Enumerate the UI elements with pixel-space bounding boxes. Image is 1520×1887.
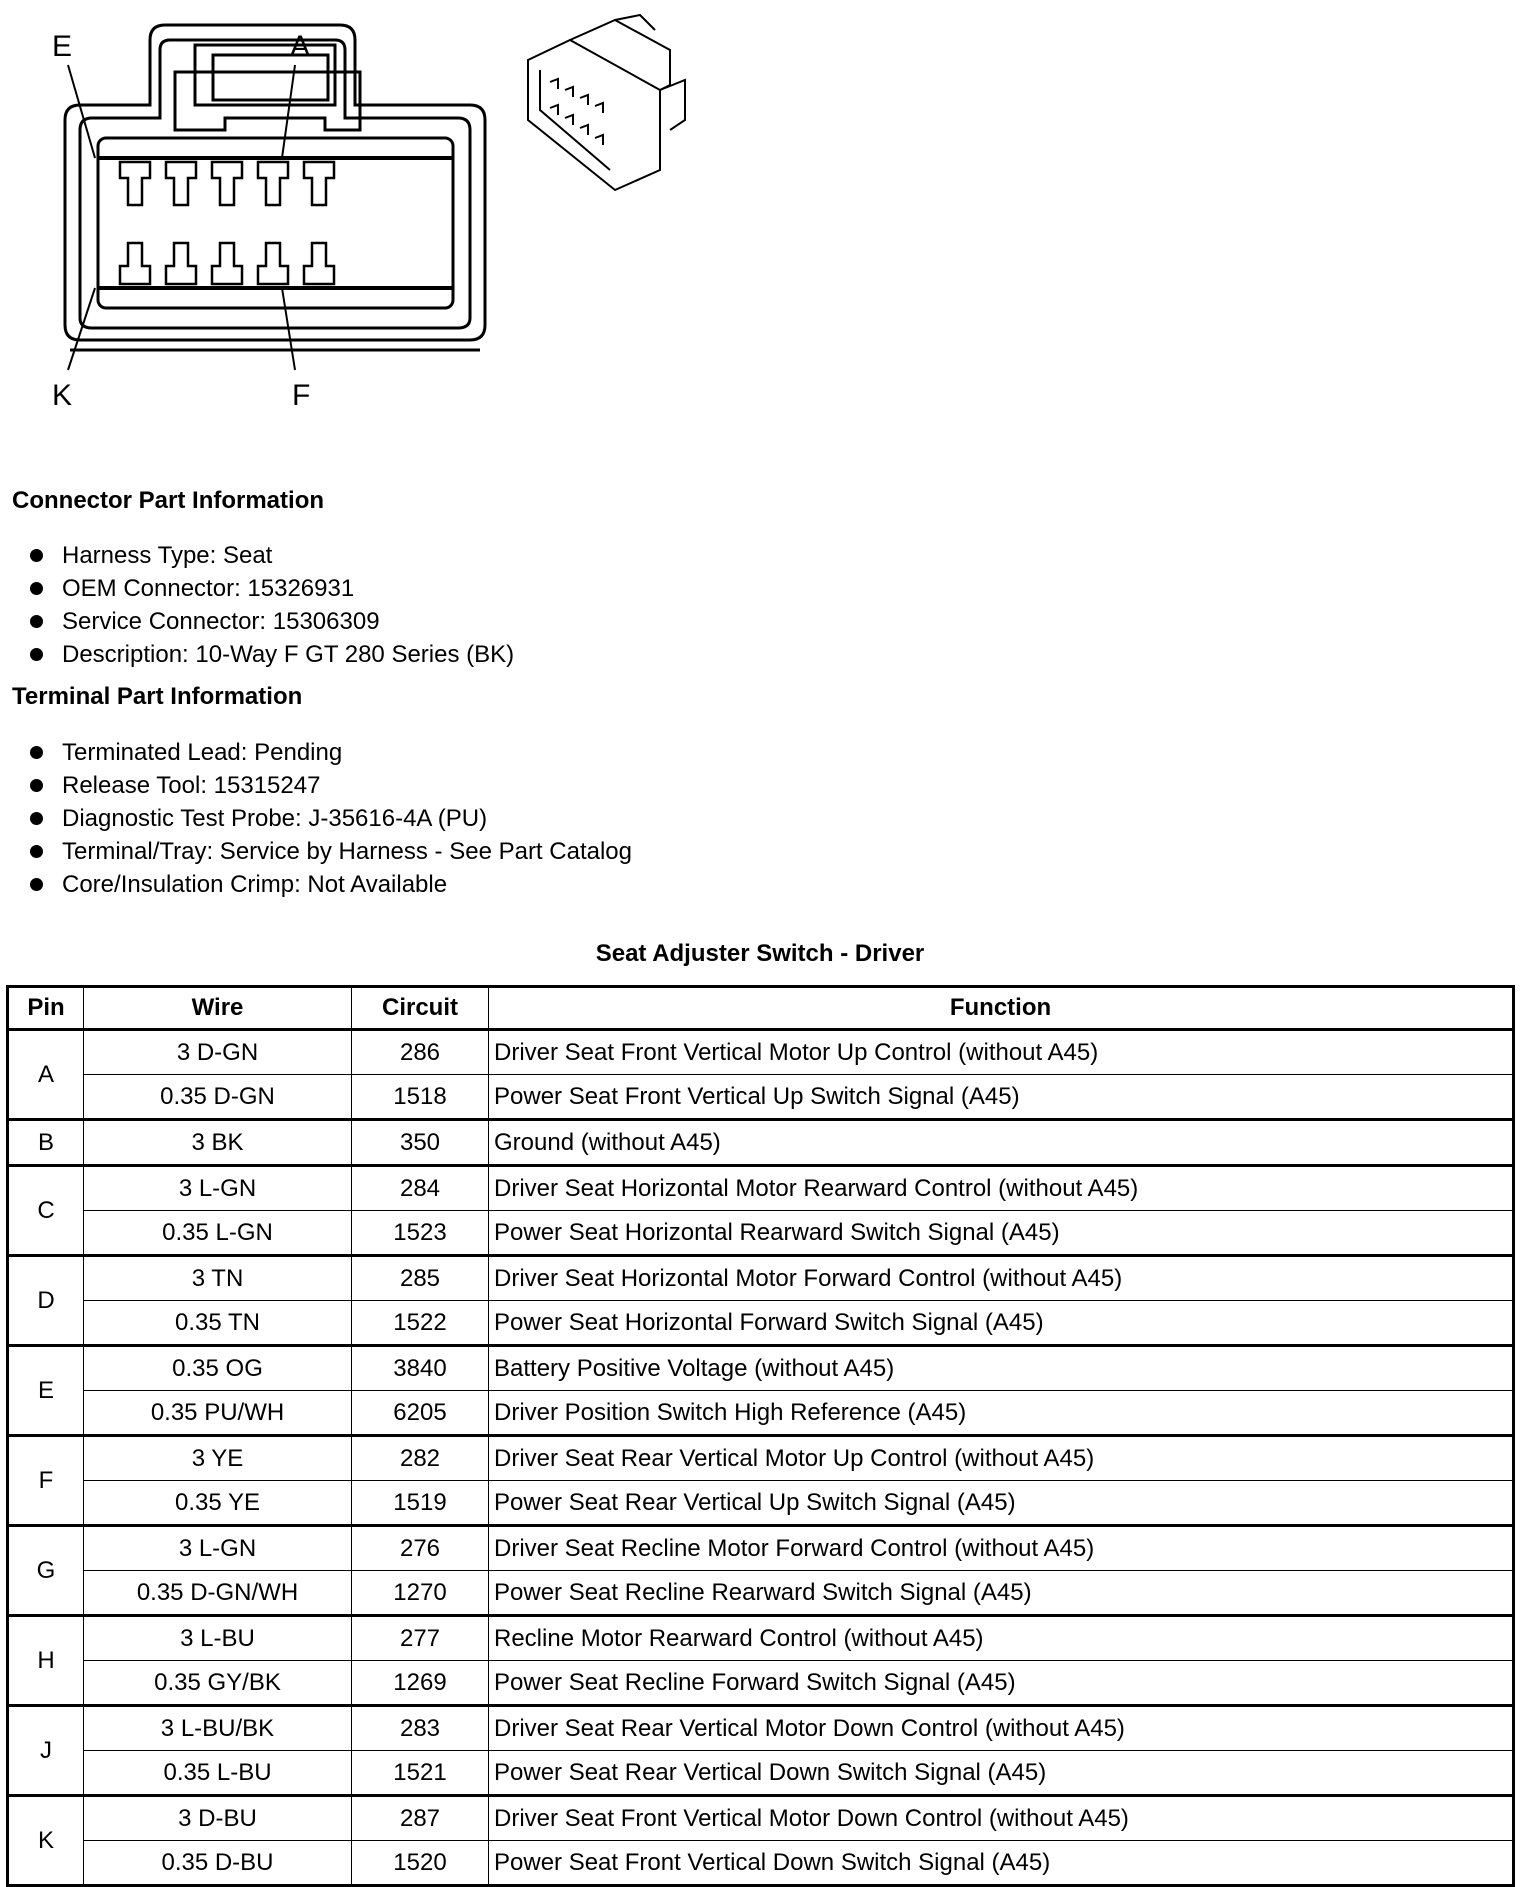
function-cell: Ground (without A45) xyxy=(489,1120,1514,1166)
connector-info-heading: Connector Part Information xyxy=(12,487,325,514)
pin-label-a: A xyxy=(290,30,311,63)
circuit-cell: 1520 xyxy=(352,1841,489,1886)
wire-cell: 0.35 L-BU xyxy=(84,1751,352,1796)
list-item xyxy=(28,572,514,605)
table-row xyxy=(8,1526,1514,1571)
header-function: Function xyxy=(489,987,1514,1030)
pin-cell: G xyxy=(8,1526,84,1616)
list-item-text: Terminated Lead: Pending xyxy=(62,739,343,766)
wire-cell: 3 L-GN xyxy=(84,1526,352,1571)
list-item-text: Description: 10-Way F GT 280 Series (BK) xyxy=(62,641,515,668)
wire-cell: 3 BK xyxy=(84,1120,352,1166)
function-cell: Driver Seat Horizontal Motor Forward Control (without A45) xyxy=(489,1256,1514,1301)
bullet-icon xyxy=(30,549,43,562)
connector-face-diagram xyxy=(0,0,760,440)
list-item xyxy=(28,769,632,802)
wire-cell: 0.35 TN xyxy=(84,1301,352,1346)
table-row xyxy=(8,1481,1514,1526)
circuit-cell: 1270 xyxy=(352,1571,489,1616)
list-item xyxy=(28,638,514,671)
wire-cell: 3 TN xyxy=(84,1256,352,1301)
list-item-text: Release Tool: 15315247 xyxy=(62,772,321,799)
function-cell: Power Seat Rear Vertical Down Switch Signal (A45) xyxy=(489,1751,1514,1796)
circuit-cell: 276 xyxy=(352,1526,489,1571)
header-pin: Pin xyxy=(8,987,84,1030)
table-row xyxy=(8,1075,1514,1120)
bullet-icon xyxy=(30,746,43,759)
bullet-icon xyxy=(30,812,43,825)
wire-cell: 0.35 D-BU xyxy=(84,1841,352,1886)
table-row xyxy=(8,1571,1514,1616)
function-cell: Recline Motor Rearward Control (without A45) xyxy=(489,1616,1514,1661)
connector-3d-view xyxy=(528,15,685,190)
table-row xyxy=(8,1301,1514,1346)
function-cell: Power Seat Horizontal Forward Switch Signal (A45) xyxy=(489,1301,1514,1346)
leader-lines xyxy=(68,65,295,370)
list-item xyxy=(28,605,514,638)
wire-cell: 0.35 L-GN xyxy=(84,1211,352,1256)
function-cell: Power Seat Rear Vertical Up Switch Signal (A45) xyxy=(489,1481,1514,1526)
circuit-cell: 1521 xyxy=(352,1751,489,1796)
circuit-cell: 1519 xyxy=(352,1481,489,1526)
circuit-cell: 1523 xyxy=(352,1211,489,1256)
bullet-icon xyxy=(30,582,43,595)
circuit-cell: 282 xyxy=(352,1436,489,1481)
table-title: Seat Adjuster Switch - Driver xyxy=(595,940,925,967)
list-item xyxy=(28,539,514,572)
function-cell: Power Seat Horizontal Rearward Switch Signal (A45) xyxy=(489,1211,1514,1256)
bullet-icon xyxy=(30,878,43,891)
list-item-text: Core/Insulation Crimp: Not Available xyxy=(62,871,448,898)
wire-cell: 0.35 YE xyxy=(84,1481,352,1526)
wire-cell: 3 D-BU xyxy=(84,1796,352,1841)
terminal-cavities xyxy=(120,162,334,284)
terminal-info-list xyxy=(28,736,632,901)
function-cell: Driver Seat Recline Motor Forward Control (without A45) xyxy=(489,1526,1514,1571)
table-row xyxy=(8,1661,1514,1706)
pin-cell: H xyxy=(8,1616,84,1706)
bullet-icon xyxy=(30,615,43,628)
wire-cell: 3 L-BU xyxy=(84,1616,352,1661)
circuit-cell: 287 xyxy=(352,1796,489,1841)
list-item-text: OEM Connector: 15326931 xyxy=(62,575,355,602)
function-cell: Driver Seat Rear Vertical Motor Up Control (without A45) xyxy=(489,1436,1514,1481)
pin-cell: B xyxy=(8,1120,84,1166)
pin-cell: A xyxy=(8,1030,84,1120)
function-cell: Power Seat Front Vertical Down Switch Signal (A45) xyxy=(489,1841,1514,1886)
table-row xyxy=(8,1436,1514,1481)
function-cell: Driver Seat Rear Vertical Motor Down Control (without A45) xyxy=(489,1706,1514,1751)
connector-info-list xyxy=(28,539,514,671)
table-row xyxy=(8,1030,1514,1075)
pin-cell: K xyxy=(8,1796,84,1886)
function-cell: Driver Seat Front Vertical Motor Up Control (without A45) xyxy=(489,1030,1514,1075)
circuit-cell: 1518 xyxy=(352,1075,489,1120)
table-header-row xyxy=(8,987,1514,1030)
circuit-cell: 1522 xyxy=(352,1301,489,1346)
function-cell: Driver Position Switch High Reference (A45) xyxy=(489,1391,1514,1436)
table-row xyxy=(8,1211,1514,1256)
bullet-icon xyxy=(30,845,43,858)
pin-label-k: K xyxy=(52,379,73,412)
list-item-text: Harness Type: Seat xyxy=(62,542,273,569)
list-item xyxy=(28,868,632,901)
list-item xyxy=(28,736,632,769)
pinout-table xyxy=(6,985,1515,1887)
pin-label-f: F xyxy=(292,379,311,412)
pin-cell: F xyxy=(8,1436,84,1526)
wire-cell: 3 YE xyxy=(84,1436,352,1481)
pin-cell: C xyxy=(8,1166,84,1256)
table-row xyxy=(8,1120,1514,1166)
list-item xyxy=(28,835,632,868)
table-row xyxy=(8,1346,1514,1391)
bullet-icon xyxy=(30,648,43,661)
pin-label-e: E xyxy=(52,30,73,63)
circuit-cell: 3840 xyxy=(352,1346,489,1391)
function-cell: Battery Positive Voltage (without A45) xyxy=(489,1346,1514,1391)
table-row xyxy=(8,1706,1514,1751)
function-cell: Driver Seat Front Vertical Motor Down Control (without A45) xyxy=(489,1796,1514,1841)
circuit-cell: 284 xyxy=(352,1166,489,1211)
pin-cell: E xyxy=(8,1346,84,1436)
table-row xyxy=(8,1841,1514,1886)
list-item xyxy=(28,802,632,835)
circuit-cell: 286 xyxy=(352,1030,489,1075)
header-circuit: Circuit xyxy=(352,987,489,1030)
pin-cell: D xyxy=(8,1256,84,1346)
wire-cell: 0.35 OG xyxy=(84,1346,352,1391)
circuit-cell: 1269 xyxy=(352,1661,489,1706)
circuit-cell: 6205 xyxy=(352,1391,489,1436)
list-item-text: Diagnostic Test Probe: J-35616-4A (PU) xyxy=(62,805,488,832)
table-row xyxy=(8,1256,1514,1301)
wire-cell: 0.35 GY/BK xyxy=(84,1661,352,1706)
wire-cell: 0.35 D-GN/WH xyxy=(84,1571,352,1616)
wire-cell: 0.35 D-GN xyxy=(84,1075,352,1120)
circuit-cell: 283 xyxy=(352,1706,489,1751)
pin-cell: J xyxy=(8,1706,84,1796)
table-row xyxy=(8,1751,1514,1796)
terminal-info-heading: Terminal Part Information xyxy=(12,683,303,710)
bullet-icon xyxy=(30,779,43,792)
circuit-cell: 285 xyxy=(352,1256,489,1301)
wire-cell: 3 L-GN xyxy=(84,1166,352,1211)
table-row xyxy=(8,1391,1514,1436)
wire-cell: 3 D-GN xyxy=(84,1030,352,1075)
circuit-cell: 277 xyxy=(352,1616,489,1661)
wire-cell: 0.35 PU/WH xyxy=(84,1391,352,1436)
table-row xyxy=(8,1616,1514,1661)
header-wire: Wire xyxy=(84,987,352,1030)
list-item-text: Terminal/Tray: Service by Harness - See Part Catalog xyxy=(62,838,632,865)
function-cell: Driver Seat Horizontal Motor Rearward Control (without A45) xyxy=(489,1166,1514,1211)
wire-cell: 3 L-BU/BK xyxy=(84,1706,352,1751)
circuit-cell: 350 xyxy=(352,1120,489,1166)
function-cell: Power Seat Recline Rearward Switch Signal (A45) xyxy=(489,1571,1514,1616)
table-row xyxy=(8,1166,1514,1211)
function-cell: Power Seat Front Vertical Up Switch Signal (A45) xyxy=(489,1075,1514,1120)
list-item-text: Service Connector: 15306309 xyxy=(62,608,380,635)
function-cell: Power Seat Recline Forward Switch Signal (A45) xyxy=(489,1661,1514,1706)
